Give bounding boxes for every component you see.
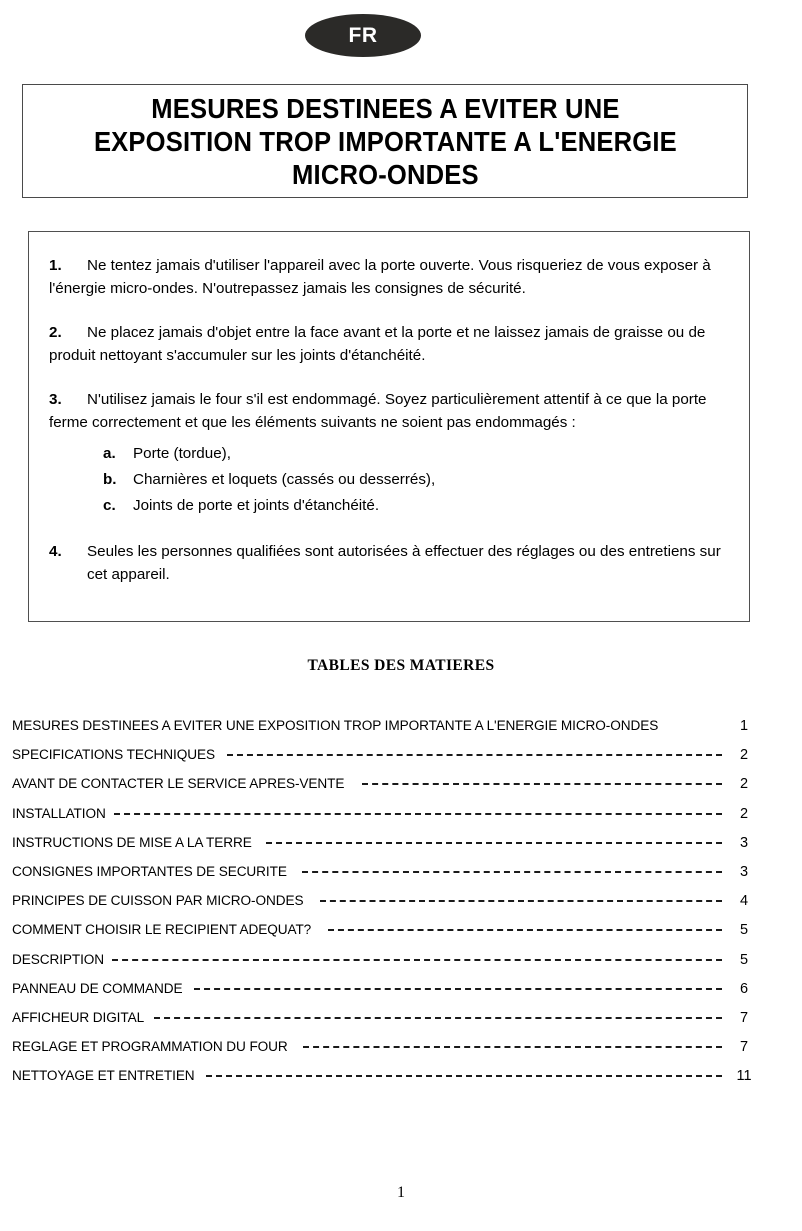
warning-subitem-b-letter: b.	[103, 471, 117, 488]
toc-entry-label: AVANT DE CONTACTER LE SERVICE APRES-VENTE	[12, 776, 345, 793]
toc-entry-label: DESCRIPTION	[12, 951, 105, 968]
warning-subitem-c-letter: c.	[103, 497, 116, 514]
warning-subitem-a	[87, 441, 731, 467]
toc-entry-page: 2	[739, 776, 749, 793]
document-title	[94, 92, 677, 191]
document-title-line-2: EXPOSITION TROP IMPORTANTE A L'ENERGIE	[93, 125, 677, 157]
warning-item-3	[43, 388, 731, 519]
toc-entry-label: INSTALLATION	[12, 805, 106, 822]
toc-heading: TABLES DES MATIERES	[307, 657, 495, 674]
document-title-line-3: MICRO-ONDES	[291, 158, 479, 190]
warning-item-1	[43, 254, 731, 300]
toc-entry-label: NETTOYAGE ET ENTRETIEN	[12, 1068, 195, 1085]
warning-subitem-c-text: Joints de porte et joints d'étanchéité.	[133, 497, 380, 514]
toc-leader	[227, 753, 722, 756]
toc-entry-page: 3	[739, 863, 749, 880]
warning-item-2	[43, 321, 731, 367]
toc-entry-2[interactable]	[12, 776, 764, 805]
toc-leader	[362, 782, 722, 785]
toc-entry-4[interactable]	[12, 835, 764, 864]
footer-page-number: 1	[397, 1184, 405, 1201]
language-badge	[305, 14, 421, 57]
toc-entry-page: 1	[739, 718, 749, 734]
warning-item-3-sublist	[87, 441, 731, 519]
toc-entry-11[interactable]	[12, 1039, 764, 1068]
toc-leader	[302, 870, 722, 873]
toc-entry-label: REGLAGE ET PROGRAMMATION DU FOUR	[12, 1039, 288, 1056]
toc-entry-label: SPECIFICATIONS TECHNIQUES	[12, 747, 215, 764]
toc-entry-8[interactable]	[12, 952, 764, 981]
toc-entry-page: 6	[739, 980, 749, 997]
toc-entry-12[interactable]	[12, 1068, 764, 1097]
toc-entry-page: 4	[739, 893, 749, 910]
toc-entry-label: COMMENT CHOISIR LE RECIPIENT ADEQUAT?	[12, 922, 312, 939]
toc-entry-page: 2	[739, 747, 749, 764]
warning-item-4-body: Seules les personnes qualifiées sont autorisées à effectuer des réglages ou des entretiens sur cet appareil.	[87, 543, 721, 583]
toc-entry-page: 7	[739, 1039, 749, 1056]
warning-item-2-text: Ne placez jamais d'objet entre la face avant et la porte et ne laissez jamais de graisse ou de produit nettoyant s'accumuler sur les joints d'étanchéité.	[49, 324, 706, 364]
warning-item-3-body	[49, 388, 731, 434]
toc-entry-10[interactable]	[12, 1010, 764, 1039]
toc-leader	[689, 726, 722, 727]
toc-entry-page: 7	[739, 1009, 749, 1026]
toc-leader	[303, 1045, 722, 1048]
toc-entry-label: PANNEAU DE COMMANDE	[12, 980, 183, 997]
warning-subitem-b-text: Charnières et loquets (cassés ou desserrés),	[133, 471, 436, 488]
toc-entry-1[interactable]	[12, 747, 764, 776]
toc-entry-label: INSTRUCTIONS DE MISE A LA TERRE	[12, 834, 252, 851]
toc-entry-page: 3	[739, 834, 749, 851]
warning-subitem-a-letter: a.	[103, 445, 116, 462]
toc-entry-6[interactable]	[12, 893, 764, 922]
toc-leader	[328, 928, 722, 931]
document-title-box	[22, 84, 748, 198]
warning-item-1-text: Ne tentez jamais d'utiliser l'appareil avec la porte ouverte. Vous risqueriez de vous exposer à l'énergie micro-ondes. N'outrepassez jamais les consignes de sécurité.	[49, 257, 711, 297]
warning-item-1-number: 1.	[49, 257, 62, 274]
warning-item-2-number: 2.	[49, 324, 62, 341]
toc-entry-label: AFFICHEUR DIGITAL	[12, 1009, 145, 1026]
toc-entry-0[interactable]	[12, 718, 764, 747]
language-badge-label: FR	[348, 23, 378, 47]
toc-entry-7[interactable]	[12, 922, 764, 951]
toc-list	[12, 718, 764, 1097]
toc-entry-page: 11	[736, 1068, 752, 1085]
toc-entry-9[interactable]	[12, 981, 764, 1010]
warning-item-1-body	[49, 254, 731, 300]
toc-entry-5[interactable]	[12, 864, 764, 893]
warning-subitem-c	[87, 493, 731, 519]
toc-entry-page: 2	[739, 805, 749, 822]
toc-entry-label: MESURES DESTINEES A EVITER UNE EXPOSITION TROP IMPORTANTE A L'ENERGIE MICRO-ONDES	[12, 718, 659, 734]
toc-entry-label: CONSIGNES IMPORTANTES DE SECURITE	[12, 863, 287, 880]
warning-subitem-a-text: Porte (tordue),	[133, 445, 231, 462]
warning-item-3-text: N'utilisez jamais le four s'il est endommagé. Soyez particulièrement attentif à ce que la porte ferme correctement et que les éléments suivants ne soient pas endommagés :	[49, 391, 707, 431]
warning-item-3-number: 3.	[49, 391, 62, 408]
toc-entry-page: 5	[739, 951, 749, 968]
toc-entry-page: 5	[739, 922, 749, 939]
toc-leader	[154, 1016, 722, 1019]
safety-warnings-box	[28, 231, 750, 622]
toc-leader	[206, 1074, 722, 1077]
toc-leader	[112, 958, 722, 961]
toc-leader	[194, 987, 722, 990]
toc-leader	[266, 841, 722, 844]
document-title-line-1: MESURES DESTINEES A EVITER UNE	[150, 92, 620, 124]
warning-subitem-b	[87, 467, 731, 493]
toc-entry-label: PRINCIPES DE CUISSON PAR MICRO-ONDES	[12, 893, 304, 910]
toc-leader	[320, 899, 722, 902]
toc-entry-3[interactable]	[12, 806, 764, 835]
toc-leader	[114, 812, 722, 815]
warning-item-2-body	[49, 321, 731, 367]
warning-item-4-number: 4.	[49, 543, 62, 560]
warning-item-4	[43, 540, 731, 586]
